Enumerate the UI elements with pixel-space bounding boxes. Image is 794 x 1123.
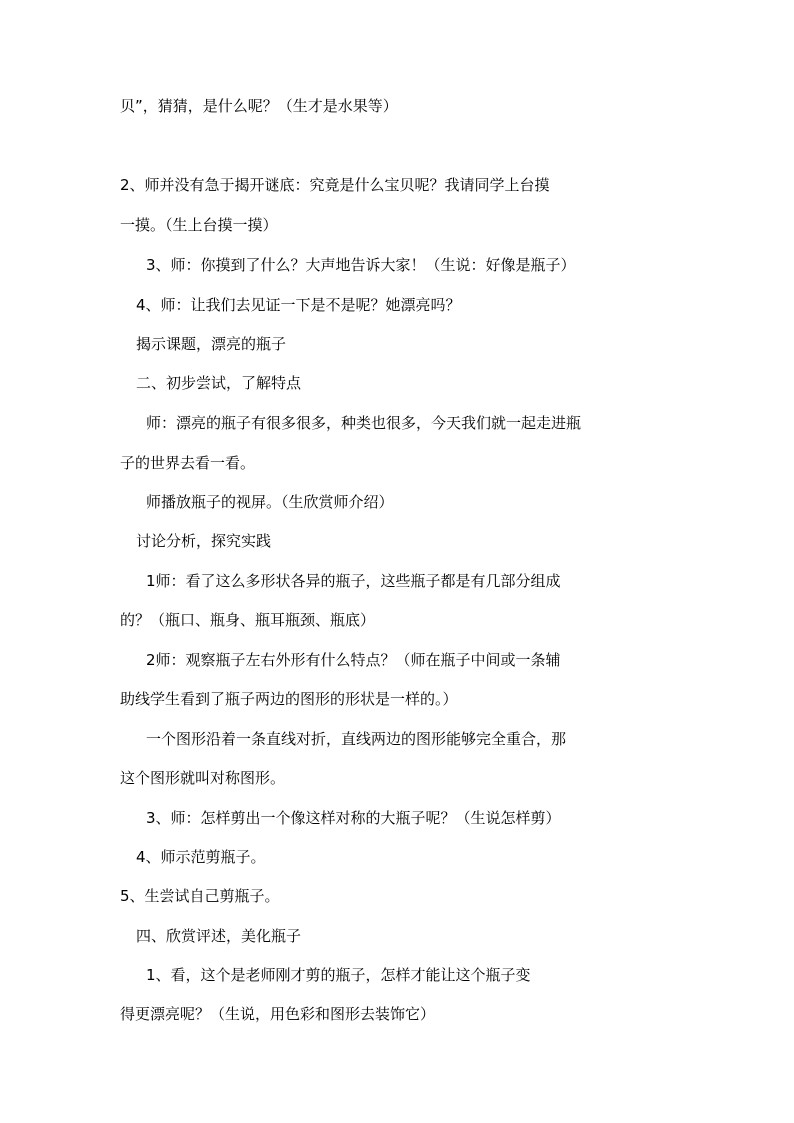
text-line: 助线学生看到了瓶子两边的图形的形状是一样的。）	[120, 690, 458, 708]
text-line: 讨论分析，探究实践	[136, 532, 272, 550]
text-line: 子的世界去看一看。	[120, 454, 256, 472]
text-line: 4、师示范剪瓶子。	[136, 848, 266, 866]
text-line: 师播放瓶子的视屏。（生欣赏师介绍）	[146, 493, 394, 511]
text-line: 2师：观察瓶子左右外形有什么特点？（师在瓶子中间或一条辅	[146, 651, 561, 669]
section-heading: 四、欣赏评述，美化瓶子	[136, 927, 302, 945]
text-line: 得更漂亮呢？（生说，用色彩和图形去装饰它）	[120, 1005, 436, 1023]
text-line: 3、师：你摸到了什么？大声地告诉大家！（生说：好像是瓶子）	[146, 256, 576, 274]
section-heading: 二、初步尝试，了解特点	[136, 374, 302, 392]
text-line: 1师：看了这么多形状各异的瓶子，这些瓶子都是有几部分组成	[146, 572, 561, 590]
text-line: 师：漂亮的瓶子有很多很多，种类也很多，今天我们就一起走进瓶	[146, 414, 582, 432]
text-line: 揭示课题，漂亮的瓶子	[136, 335, 287, 353]
text-line: 2、师并没有急于揭开谜底：究竟是什么宝贝呢？我请同学上台摸	[120, 176, 550, 194]
text-line: 一个图形沿着一条直线对折，直线两边的图形能够完全重合，那	[146, 730, 567, 748]
text-line: 4、师：让我们去见证一下是不是呢？她漂亮吗？	[136, 296, 461, 314]
text-line: 的？（瓶口、瓶身、瓶耳瓶颈、瓶底）	[120, 611, 376, 629]
text-line: 5、生尝试自己剪瓶子。	[120, 887, 280, 905]
text-line: 一摸。（生上台摸一摸）	[120, 216, 278, 234]
text-line: 1、看，这个是老师刚才剪的瓶子，怎样才能让这个瓶子变	[146, 966, 531, 984]
text-line: 这个图形就叫对称图形。	[120, 769, 286, 787]
text-line: 贝”，猜猜，是什么呢？（生才是水果等）	[120, 97, 398, 115]
text-line: 3、师：怎样剪出一个像这样对称的大瓶子呢？（生说怎样剪）	[146, 809, 561, 827]
